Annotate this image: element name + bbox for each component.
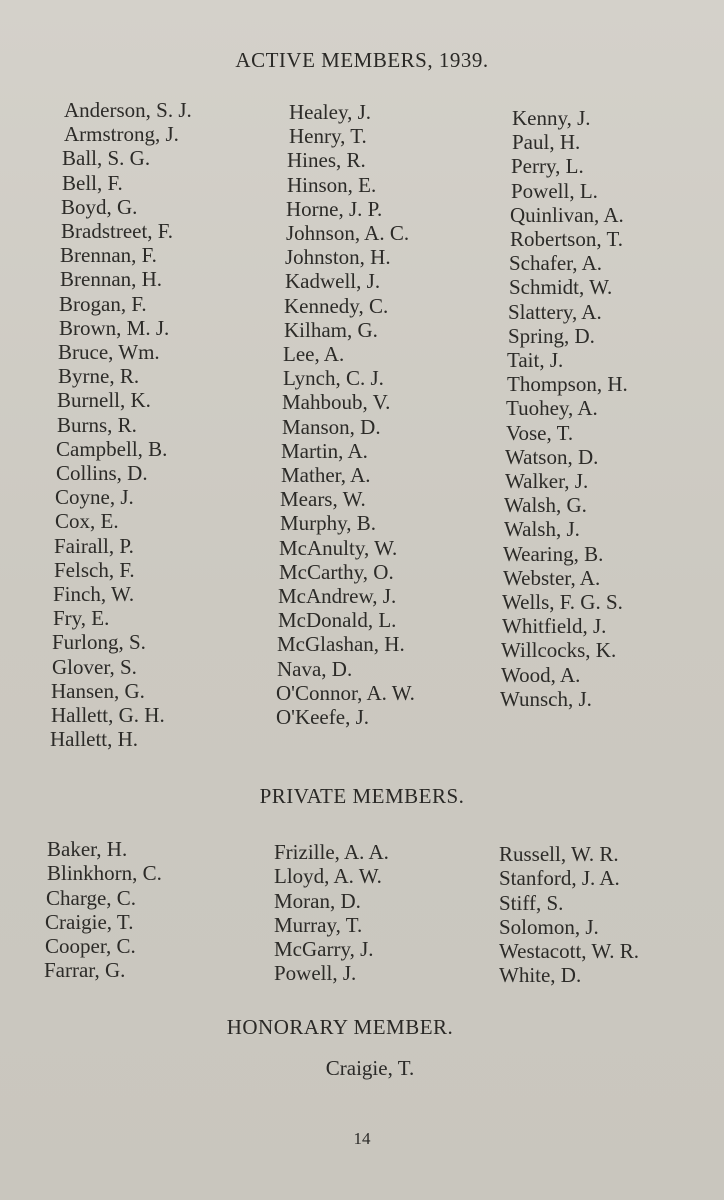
member-name: Hansen, G. bbox=[51, 678, 145, 703]
member-name: Kenny, J. bbox=[512, 106, 591, 130]
member-name: Walker, J. bbox=[505, 469, 589, 494]
member-name: Johnston, H. bbox=[285, 245, 391, 270]
member-name: Henry, T. bbox=[289, 124, 367, 149]
member-name: Charge, C. bbox=[46, 885, 137, 910]
member-name: Quinlivan, A. bbox=[510, 202, 624, 227]
member-name: Bradstreet, F. bbox=[61, 219, 174, 244]
member-name: Manson, D. bbox=[282, 414, 381, 439]
member-name: Coyne, J. bbox=[55, 485, 134, 510]
member-name: O'Connor, A. W. bbox=[276, 680, 415, 705]
active-column-3 bbox=[500, 106, 628, 711]
active-column-1 bbox=[50, 98, 192, 752]
member-name: Willcocks, K. bbox=[501, 638, 617, 663]
member-name: Wearing, B. bbox=[503, 541, 604, 566]
member-name: Mather, A. bbox=[281, 463, 371, 488]
member-name: Watson, D. bbox=[505, 444, 599, 469]
member-name: Whitfield, J. bbox=[502, 614, 607, 639]
private-column-1 bbox=[44, 837, 162, 983]
member-name: Murphy, B. bbox=[280, 511, 377, 536]
member-name: Lloyd, A. W. bbox=[274, 864, 382, 889]
member-name: Armstrong, J. bbox=[64, 122, 179, 147]
member-name: Walsh, J. bbox=[504, 517, 580, 542]
member-name: Cooper, C. bbox=[45, 934, 136, 959]
member-name: Wunsch, J. bbox=[500, 686, 592, 711]
member-name: McAnulty, W. bbox=[279, 535, 398, 560]
member-name: Frizille, A. A. bbox=[274, 840, 389, 864]
member-name: Mears, W. bbox=[280, 487, 366, 512]
member-name: Hallett, H. bbox=[50, 727, 139, 752]
member-name: Wood, A. bbox=[501, 662, 581, 687]
member-name: Cox, E. bbox=[55, 509, 119, 534]
member-name: White, D. bbox=[499, 963, 582, 988]
member-name: Burns, R. bbox=[57, 412, 137, 437]
member-name: Perry, L. bbox=[511, 154, 584, 179]
member-name: Finch, W. bbox=[53, 582, 135, 607]
member-name: Moran, D. bbox=[274, 888, 361, 913]
member-name: Russell, W. R. bbox=[499, 842, 619, 866]
member-name: Wells, F. G. S. bbox=[502, 590, 623, 615]
member-name: Boyd, G. bbox=[61, 194, 138, 219]
member-name: Stanford, J. A. bbox=[499, 866, 620, 891]
member-name: McAndrew, J. bbox=[278, 584, 397, 609]
member-name: Farrar, G. bbox=[44, 958, 126, 983]
active-column-2 bbox=[276, 100, 415, 730]
member-name: Burnell, K. bbox=[57, 388, 151, 413]
member-name: Solomon, J. bbox=[499, 914, 599, 939]
member-name: Schafer, A. bbox=[509, 251, 603, 276]
member-name: Brogan, F. bbox=[59, 291, 147, 316]
member-name: Tuohey, A. bbox=[506, 396, 598, 421]
member-name: Murray, T. bbox=[274, 912, 363, 937]
member-name: Kilham, G. bbox=[284, 317, 378, 342]
member-name: Johnson, A. C. bbox=[286, 221, 410, 246]
member-name: Stiff, S. bbox=[499, 890, 564, 915]
member-name: Hallett, G. H. bbox=[51, 703, 165, 728]
member-name: Brown, M. J. bbox=[59, 315, 170, 340]
page-number: 14 bbox=[353, 1129, 371, 1148]
member-name: Tait, J. bbox=[507, 348, 564, 373]
member-name: Bruce, Wm. bbox=[58, 340, 160, 365]
member-name: Hines, R. bbox=[287, 148, 366, 173]
member-name: Craigie, T. bbox=[45, 909, 134, 934]
member-name: McCarthy, O. bbox=[279, 559, 394, 584]
member-name: Webster, A. bbox=[503, 565, 601, 590]
member-name: Walsh, G. bbox=[504, 493, 587, 518]
member-name: Horne, J. P. bbox=[286, 196, 383, 221]
member-name: Fry, E. bbox=[53, 606, 110, 631]
member-name: Ball, S. G. bbox=[62, 146, 151, 171]
member-name: Bell, F. bbox=[62, 170, 123, 195]
member-name: Byrne, R. bbox=[58, 364, 140, 389]
member-name: McGarry, J. bbox=[274, 937, 374, 962]
member-name: Westacott, W. R. bbox=[499, 939, 640, 964]
member-name: Hinson, E. bbox=[287, 172, 377, 197]
member-name: Collins, D. bbox=[56, 461, 148, 486]
active-members-heading: ACTIVE MEMBERS, 1939. bbox=[235, 48, 489, 72]
member-name: Lee, A. bbox=[283, 342, 345, 367]
member-name: Felsch, F. bbox=[54, 557, 135, 582]
member-name: Spring, D. bbox=[508, 323, 595, 348]
member-name: McDonald, L. bbox=[278, 608, 397, 633]
member-name: McGlashan, H. bbox=[277, 632, 405, 657]
member-name: Robertson, T. bbox=[510, 227, 623, 252]
member-name: Anderson, S. J. bbox=[64, 98, 192, 122]
member-name: Kennedy, C. bbox=[284, 293, 389, 318]
member-name: Schmidt, W. bbox=[509, 275, 613, 300]
member-name: Powell, L. bbox=[511, 178, 598, 203]
member-name: Lynch, C. J. bbox=[283, 366, 384, 391]
member-name: Brennan, F. bbox=[60, 243, 157, 268]
member-name: O'Keefe, J. bbox=[276, 705, 369, 730]
member-name: Campbell, B. bbox=[56, 436, 168, 461]
member-name: Martin, A. bbox=[281, 438, 368, 463]
member-name: Kadwell, J. bbox=[285, 269, 381, 294]
member-name: Glover, S. bbox=[52, 654, 137, 679]
member-name: Powell, J. bbox=[274, 961, 357, 986]
private-column-3 bbox=[499, 842, 639, 988]
private-column-2 bbox=[274, 840, 389, 986]
honorary-member-heading: HONORARY MEMBER. bbox=[226, 1015, 454, 1039]
member-name: Fairall, P. bbox=[54, 533, 134, 558]
member-name: Vose, T. bbox=[506, 420, 574, 445]
member-name: Mahboub, V. bbox=[282, 390, 391, 415]
honorary-member-name: Craigie, T. bbox=[325, 1056, 415, 1080]
member-name: Thompson, H. bbox=[507, 372, 628, 397]
private-members-heading: PRIVATE MEMBERS. bbox=[259, 784, 465, 808]
member-name: Healey, J. bbox=[289, 100, 372, 124]
member-name: Slattery, A. bbox=[508, 299, 602, 324]
member-name: Brennan, H. bbox=[60, 267, 163, 292]
member-name: Furlong, S. bbox=[52, 630, 146, 655]
member-name: Blinkhorn, C. bbox=[47, 861, 162, 886]
member-name: Paul, H. bbox=[512, 130, 581, 155]
member-name: Baker, H. bbox=[47, 837, 128, 861]
member-name: Nava, D. bbox=[277, 656, 353, 681]
